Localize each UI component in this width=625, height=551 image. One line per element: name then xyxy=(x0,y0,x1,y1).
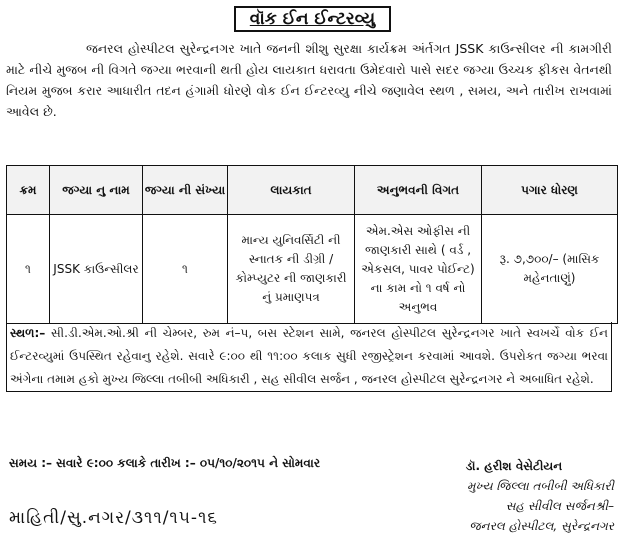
cell-post: JSSK કાઉન્સીલર xyxy=(50,215,143,324)
header-sr: ક્રમ xyxy=(7,166,50,215)
signatory-name: ડૉ. હરીશ વેસેટીયન xyxy=(465,459,563,473)
header-post: જગ્યા નુ નામ xyxy=(50,166,143,215)
intro-paragraph xyxy=(6,38,612,122)
place-note xyxy=(6,322,612,392)
intro-text: જનરલ હોસ્પીટલ સુરેન્દ્રનગર ખાતે જનની શીશુ સુરક્ષા કાર્યક્રમ અંર્તગત JSSK કાઉન્સીલર ની કામગીરી માટે નીચે મુજબ ની વિગતે જગ્યા ભરવાની થતી હોય લાયકાત ધરાવતા ઉમેદવારો પાસે સદર જગ્યા ઉચ્ચક ફીકસ વેતનથી નિયમ મુજબ કરાર આધારીત તદન હંગામી ધોરણે વોક ઈન ઈન્ટરવ્યુ નીચે જણાવેલ સ્થળ , સમય, અને તારીખ રાખવામાં આવેલ છે. xyxy=(6,41,612,119)
signature-block xyxy=(414,456,614,536)
place-text: સી.ડી.એમ.ઓ.શ્રી ની ચેમ્બર, રુમ નં–પ, બસ સ્ટેશન સામે, જનરલ હોસ્પીટલ સુરેન્દ્રનગર ખાતે સ્વખર્ચે વોક ઈન ઈન્ટરવ્યુમાં ઉપસ્થિત રહેવાનુ રહેશે. સવારે ૯:૦૦ થી ૧૧:૦૦ કલાક સુધી રજીસ્ટ્રેશન કરવામાં આવશે. ઉપરોકત જગ્યા ભરવા અંગેના તમામ હકો મુખ્ય જિલ્લા તબીબી અધિકારી , સહ સીવીલ સર્જન , જનરલ હોસ્પીટલ સુરેન્દ્રનગર ને અબાધિત રહેશે. xyxy=(10,326,608,386)
header-salary: પગાર ધોરણ xyxy=(482,166,618,215)
cell-salary: રૂ. ૭,૭૦૦/– (માસિક મહેનતાણું) xyxy=(482,215,618,324)
cell-count: ૧ xyxy=(143,215,228,324)
cell-experience: એમ.એસ ઓફીસ ની જાણકારી સાથે ( વર્ડ , એકસલ, પાવર પોઈન્ટ) ના કામ નો ૧ વર્ષ નો અનુભવ xyxy=(355,215,482,324)
cell-qualification: માન્ય યુનિવર્સિટી ની સ્નાતક ની ડીગ્રી / કોમ્પ્યુટર ની જાણકારી નું પ્રમાણપત્ર xyxy=(228,215,355,324)
reference-code: માહિતી/સુ.નગર/૩૧૧/૧૫-૧૬ xyxy=(9,508,218,528)
vacancy-table xyxy=(6,165,618,324)
header-qualification: લાયકાત xyxy=(228,166,355,215)
header-count: જગ્યા ની સંખ્યા xyxy=(143,166,228,215)
notice-title: વૉક ઈન ઈન્ટરવ્યુ xyxy=(234,6,391,32)
table-row xyxy=(7,215,618,324)
signatory-line-3: જનરલ હોસ્પીટલ, સુરેન્દ્રનગર xyxy=(469,519,614,533)
signatory-line-1: મુખ્ય જિલ્લા તબીબી અધિકારી xyxy=(466,479,614,493)
time-date-line: સમય :– સવારે ૯:૦૦ કલાકે તારીખ :– ૦૫/૧૦/૨૦૧૫ ને સોમવાર xyxy=(9,456,321,470)
signatory-line-2: સહ સીવીલ સર્જનશ્રી– xyxy=(505,499,614,513)
place-label: સ્થળ:– xyxy=(10,326,46,340)
header-experience: અનુભવની વિગત xyxy=(355,166,482,215)
cell-sr: ૧ xyxy=(7,215,50,324)
table-header-row xyxy=(7,166,618,215)
